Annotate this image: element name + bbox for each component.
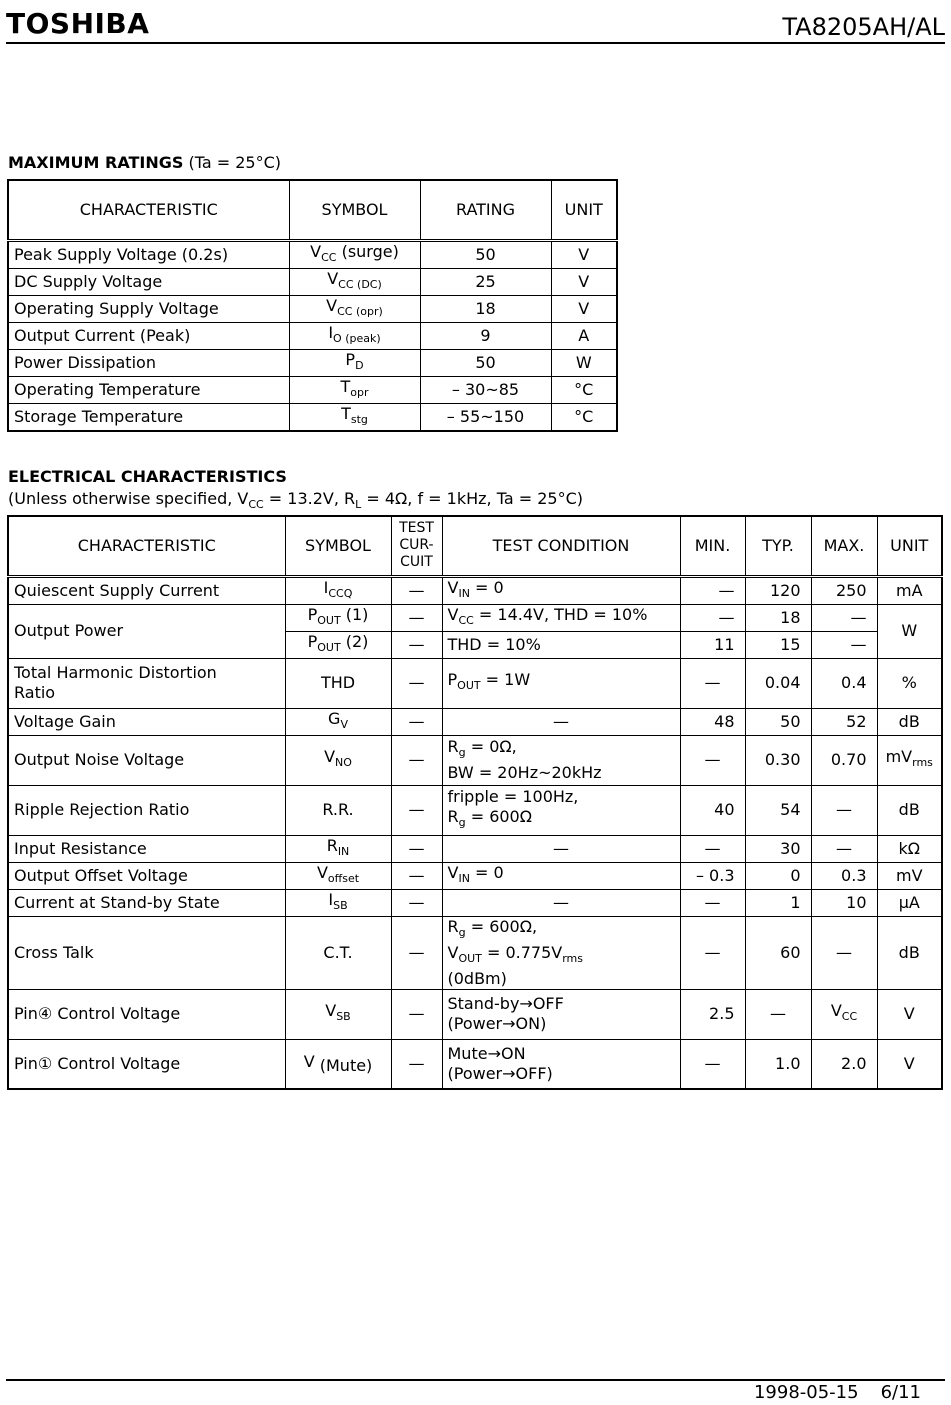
cond-line: (0dBm): [447, 968, 507, 988]
cond: V: [447, 942, 459, 962]
table-row: [8, 835, 942, 862]
typ-cell: 18: [745, 604, 811, 631]
footer-page: 6/11: [880, 1382, 921, 1403]
ch-line: Ratio: [14, 683, 56, 702]
sym: G: [328, 708, 341, 728]
symbol-cell: [289, 268, 420, 295]
col-typ: TYP.: [745, 516, 811, 576]
symbol-cell: [285, 576, 391, 604]
cond-sub: g: [458, 816, 466, 829]
symbol-cell: [289, 240, 420, 268]
condition-cell: [442, 576, 680, 604]
sym-sub: OUT: [317, 613, 341, 627]
rating-cell: – 30~85: [420, 376, 551, 403]
max-sub: CC: [841, 1010, 858, 1023]
sym-sub: NO: [335, 756, 352, 769]
sym: T: [341, 403, 351, 423]
unit-cell: W: [551, 349, 617, 376]
unit-cell: V: [551, 240, 617, 268]
symbol-cell: [285, 1039, 391, 1089]
characteristic-cell: Storage Temperature: [8, 403, 289, 431]
table-row: [8, 785, 942, 835]
col-test-condition: TEST CONDITION: [442, 516, 680, 576]
cond: V: [447, 604, 459, 624]
max-cell: 10: [811, 889, 877, 916]
elec-cond-part: = 13.2V, R: [263, 489, 356, 508]
cond: = 1W: [480, 670, 531, 689]
col-characteristic: CHARACTERISTIC: [8, 180, 289, 240]
sym-suffix: (1): [340, 604, 369, 624]
characteristic-cell: Output Offset Voltage: [8, 862, 285, 889]
elec-condition: [8, 489, 583, 515]
table-row: [8, 322, 617, 349]
unit-cell: V: [877, 989, 942, 1039]
cond-sub: IN: [458, 586, 470, 600]
cond-line: [448, 917, 675, 943]
unit-cell: V: [551, 268, 617, 295]
min-cell: —: [680, 735, 745, 785]
characteristic-cell: Power Dissipation: [8, 349, 289, 376]
condition-cell: [442, 604, 680, 631]
min-cell: 48: [680, 708, 745, 735]
sym: I: [328, 889, 334, 909]
col-test-circuit: [391, 516, 442, 576]
cond-line: (Power→OFF): [447, 1063, 553, 1083]
min-cell: —: [680, 835, 745, 862]
col-unit: UNIT: [551, 180, 617, 240]
rating-cell: 18: [420, 295, 551, 322]
cond: R: [447, 916, 459, 936]
condition-cell: [442, 1039, 680, 1089]
sym-sub: (Mute): [319, 1055, 373, 1075]
cond-line: Mute→ON: [447, 1043, 526, 1063]
sym: I: [328, 322, 334, 342]
part-number: TA8205AH/AL: [782, 13, 945, 41]
header-rule: [6, 42, 945, 44]
test-circuit-cell: —: [391, 835, 442, 862]
characteristic-cell: Operating Supply Voltage: [8, 295, 289, 322]
table-row: [8, 989, 942, 1039]
cond-line: Stand-by→OFF: [447, 994, 564, 1013]
max-ratings-table: [7, 179, 618, 432]
table-row: [8, 240, 617, 268]
condition-cell: [442, 785, 680, 835]
min-cell: – 0.3: [680, 862, 745, 889]
tc-line: CUIT: [400, 554, 433, 571]
sym: T: [340, 376, 351, 396]
test-circuit-cell: —: [391, 631, 442, 658]
cond: = 14.4V, THD = 10%: [473, 604, 648, 624]
min-cell: —: [680, 604, 745, 631]
condition-cell: [442, 916, 680, 989]
sym: V: [326, 295, 338, 315]
typ-cell: 120: [745, 576, 811, 604]
cond: = 0Ω,: [465, 737, 517, 756]
footer: [754, 1382, 921, 1404]
condition-cell: —: [442, 835, 680, 862]
max-ratings-heading: MAXIMUM RATINGS: [8, 153, 184, 172]
table-row: [8, 403, 617, 431]
elec-cond-sub: CC: [248, 498, 264, 511]
cond-line: [448, 737, 675, 763]
min-cell: —: [680, 658, 745, 708]
typ-cell: 50: [745, 708, 811, 735]
max-cell: 52: [811, 708, 877, 735]
min-cell: 2.5: [680, 989, 745, 1039]
table-row: [8, 268, 617, 295]
tc-line: CUR-: [399, 537, 434, 554]
cond: = 0: [469, 577, 504, 597]
test-circuit-cell: —: [391, 989, 442, 1039]
table-row: [8, 576, 942, 604]
sym: R: [326, 835, 338, 855]
table-row: [8, 295, 617, 322]
sym: P: [307, 604, 318, 624]
sym-suffix: (surge): [336, 241, 399, 261]
col-characteristic: CHARACTERISTIC: [8, 516, 285, 576]
elec-header-row: [8, 516, 942, 576]
max-cell: —: [811, 835, 877, 862]
min-cell: —: [680, 889, 745, 916]
characteristic-cell: Operating Temperature: [8, 376, 289, 403]
sym-sub: O (peak): [333, 331, 381, 345]
elec-cond-sub: L: [355, 498, 362, 511]
max-cell: —: [811, 631, 877, 658]
rating-cell: – 55~150: [420, 403, 551, 431]
sym: P: [345, 349, 356, 369]
condition-cell: [442, 989, 680, 1039]
sym-sub: CC: [321, 250, 337, 264]
characteristic-cell: Current at Stand-by State: [8, 889, 285, 916]
unit-cell: %: [877, 658, 942, 708]
symbol-cell: [289, 403, 420, 431]
elec-cond-part: = 4Ω, f = 1kHz, Ta = 25°C): [361, 489, 583, 508]
characteristic-cell: Ripple Rejection Ratio: [8, 785, 285, 835]
symbol-cell: [289, 349, 420, 376]
characteristic-cell: DC Supply Voltage: [8, 268, 289, 295]
symbol-cell: [285, 735, 391, 785]
sym-sub: CC (opr): [337, 304, 383, 318]
brand-logo: TOSHIBA: [6, 7, 150, 40]
sym-sub: CCQ: [328, 586, 353, 600]
max-header-row: [8, 180, 617, 240]
test-circuit-cell: —: [391, 735, 442, 785]
rating-cell: 9: [420, 322, 551, 349]
sym-sub: stg: [350, 412, 368, 426]
sym: P: [307, 631, 318, 651]
max-cell: [811, 989, 877, 1039]
elec-title: [8, 467, 287, 487]
symbol-cell: [285, 631, 391, 658]
electrical-table: [7, 515, 943, 1090]
symbol-cell: [285, 862, 391, 889]
test-circuit-cell: —: [391, 1039, 442, 1089]
unit-cell: μA: [877, 889, 942, 916]
min-cell: 11: [680, 631, 745, 658]
cond-sub: OUT: [458, 951, 482, 965]
min-cell: 40: [680, 785, 745, 835]
cond: = 600Ω,: [465, 916, 538, 936]
cond: = 600Ω: [465, 807, 532, 826]
unit-cell: °C: [551, 376, 617, 403]
col-unit: UNIT: [877, 516, 942, 576]
sym-sub: SB: [333, 898, 348, 912]
sym-sub: opr: [350, 385, 369, 399]
tc-line: TEST: [399, 520, 434, 537]
condition-cell: [442, 735, 680, 785]
sym-sub: D: [355, 358, 364, 372]
symbol-cell: [289, 376, 420, 403]
max-ratings-body: [8, 240, 617, 431]
unit-cell: dB: [877, 916, 942, 989]
test-circuit-cell: —: [391, 576, 442, 604]
col-max: MAX.: [811, 516, 877, 576]
sym-sub: CC (DC): [338, 277, 382, 291]
cond-line: [448, 807, 675, 833]
ch-line: Total Harmonic Distortion: [14, 663, 217, 682]
max-cell: —: [811, 916, 877, 989]
rating-cell: 50: [420, 240, 551, 268]
sym-sub: OUT: [317, 640, 341, 654]
symbol-cell: [285, 889, 391, 916]
max-cell: 0.3: [811, 862, 877, 889]
cond: R: [447, 807, 459, 826]
min-cell: —: [680, 1039, 745, 1089]
cond-sub: IN: [458, 871, 470, 885]
typ-cell: 0.30: [745, 735, 811, 785]
typ-cell: 1: [745, 889, 811, 916]
max-cell: 0.4: [811, 658, 877, 708]
table-row: [8, 708, 942, 735]
cond-line: fripple = 100Hz,: [447, 787, 579, 806]
symbol-cell: [285, 989, 391, 1039]
test-circuit-cell: —: [391, 916, 442, 989]
symbol-cell: [289, 295, 420, 322]
cond-sub: g: [458, 746, 466, 759]
max-ratings-condition: (Ta = 25°C): [188, 153, 281, 172]
max-cell: 250: [811, 576, 877, 604]
symbol-cell: C.T.: [285, 916, 391, 989]
unit-cell: [877, 735, 942, 785]
max-cell: —: [811, 785, 877, 835]
characteristic-cell: Peak Supply Voltage (0.2s): [8, 240, 289, 268]
condition-cell: —: [442, 889, 680, 916]
col-min: MIN.: [680, 516, 745, 576]
table-row: [8, 862, 942, 889]
test-circuit-cell: —: [391, 785, 442, 835]
sym-suffix: (2): [340, 631, 369, 651]
col-symbol: SYMBOL: [289, 180, 420, 240]
max: V: [830, 1001, 842, 1020]
characteristic-cell: Output Power: [8, 604, 285, 658]
cond-line: (Power→ON): [447, 1014, 547, 1033]
test-circuit-cell: —: [391, 862, 442, 889]
rating-cell: 25: [420, 268, 551, 295]
sym: V: [324, 747, 336, 766]
cond: V: [447, 862, 459, 882]
unit-cell: W: [877, 604, 942, 658]
symbol-cell: [289, 322, 420, 349]
typ-cell: 60: [745, 916, 811, 989]
typ-cell: 15: [745, 631, 811, 658]
characteristic-cell: Cross Talk: [8, 916, 285, 989]
test-circuit-cell: —: [391, 604, 442, 631]
sym-sub: IN: [337, 844, 350, 858]
characteristic-cell: [8, 658, 285, 708]
characteristic-cell: Output Current (Peak): [8, 322, 289, 349]
table-row: [8, 889, 942, 916]
unit-cell: A: [551, 322, 617, 349]
condition-cell: [442, 658, 680, 708]
cond-sub: CC: [458, 613, 474, 627]
unit-cell: dB: [877, 785, 942, 835]
condition-cell: [442, 862, 680, 889]
max-cell: —: [811, 604, 877, 631]
max-cell: 2.0: [811, 1039, 877, 1089]
sym: V: [303, 1051, 315, 1071]
unit-cell: mV: [877, 862, 942, 889]
unit: mV: [885, 747, 913, 766]
test-circuit-cell: —: [391, 658, 442, 708]
characteristic-cell: Pin④ Control Voltage: [8, 989, 285, 1039]
characteristic-cell: Voltage Gain: [8, 708, 285, 735]
characteristic-cell: Input Resistance: [8, 835, 285, 862]
symbol-cell: THD: [285, 658, 391, 708]
condition-cell: —: [442, 708, 680, 735]
table-row: [8, 604, 942, 631]
elec-heading: ELECTRICAL CHARACTERISTICS: [8, 467, 287, 486]
table-row: [8, 376, 617, 403]
unit-cell: mA: [877, 576, 942, 604]
cond-sub: OUT: [457, 679, 481, 692]
characteristic-cell: Output Noise Voltage: [8, 735, 285, 785]
typ-cell: 0.04: [745, 658, 811, 708]
sym: I: [323, 577, 329, 597]
min-cell: —: [680, 576, 745, 604]
sym: V: [327, 268, 339, 288]
symbol-cell: [285, 708, 391, 735]
typ-cell: 1.0: [745, 1039, 811, 1089]
max-ratings-title: [8, 153, 281, 173]
table-row: [8, 916, 942, 989]
unit-cell: °C: [551, 403, 617, 431]
characteristic-cell: Pin① Control Voltage: [8, 1039, 285, 1089]
cond-sub: g: [458, 925, 466, 939]
table-row: [8, 735, 942, 785]
max-cell: 0.70: [811, 735, 877, 785]
unit-cell: kΩ: [877, 835, 942, 862]
unit-cell: V: [551, 295, 617, 322]
min-cell: —: [680, 916, 745, 989]
sym-sub: offset: [327, 871, 360, 885]
table-row: [8, 658, 942, 708]
cond: R: [447, 737, 459, 756]
sym-sub: SB: [336, 1010, 351, 1023]
cond: V: [447, 577, 459, 597]
cond-line: [448, 943, 675, 969]
symbol-cell: [285, 604, 391, 631]
cond: = 0: [469, 862, 504, 882]
table-row: [8, 349, 617, 376]
typ-cell: 30: [745, 835, 811, 862]
test-circuit-cell: —: [391, 889, 442, 916]
rating-cell: 50: [420, 349, 551, 376]
elec-cond-part: (Unless otherwise specified, V: [8, 489, 249, 508]
cond-sub: rms: [562, 951, 583, 965]
sym: V: [310, 241, 322, 261]
cond-line: BW = 20Hz~20kHz: [447, 763, 602, 782]
condition-cell: THD = 10%: [442, 631, 680, 658]
unit-cell: V: [877, 1039, 942, 1089]
col-symbol: SYMBOL: [285, 516, 391, 576]
typ-cell: 0: [745, 862, 811, 889]
typ-cell: 54: [745, 785, 811, 835]
unit-sub: rms: [912, 756, 933, 769]
col-rating: RATING: [420, 180, 551, 240]
cond: P: [447, 670, 458, 689]
footer-date: 1998-05-15: [753, 1382, 859, 1403]
characteristic-cell: Quiescent Supply Current: [8, 576, 285, 604]
unit-cell: dB: [877, 708, 942, 735]
symbol-cell: [285, 835, 391, 862]
cond: = 0.775V: [481, 942, 563, 962]
symbol-cell: R.R.: [285, 785, 391, 835]
sym: V: [316, 862, 328, 882]
footer-rule: [6, 1379, 945, 1381]
table-row: [8, 1039, 942, 1089]
typ-cell: —: [745, 989, 811, 1039]
sym-sub: V: [340, 717, 348, 731]
test-circuit-cell: —: [391, 708, 442, 735]
sym: V: [325, 1001, 337, 1020]
